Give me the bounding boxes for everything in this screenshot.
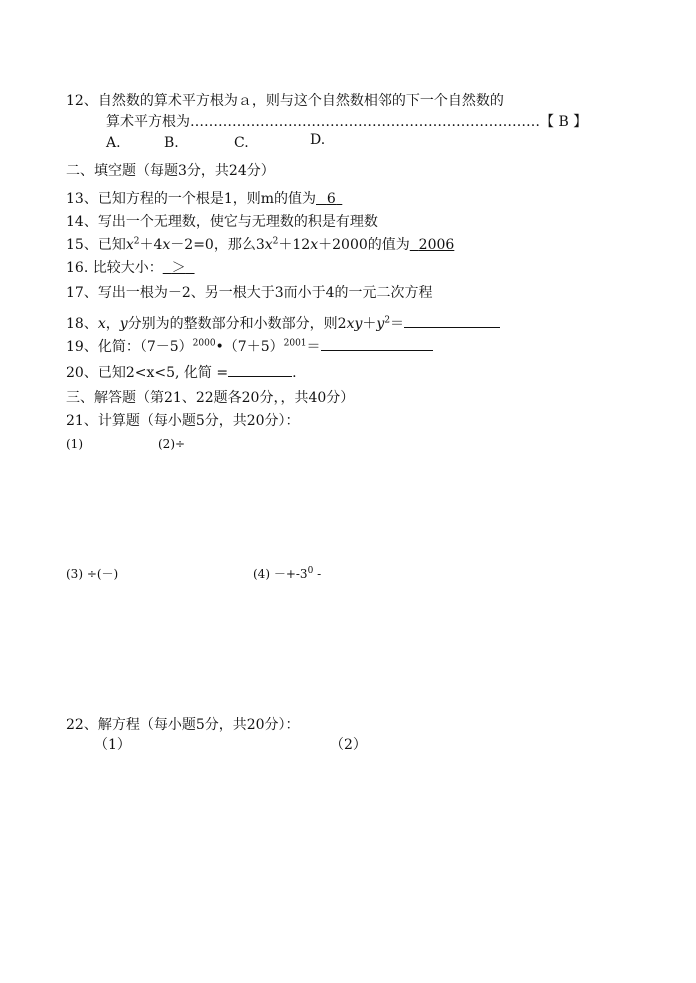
- q14-text: 14、写出一个无理数，使它与无理数的积是有理数: [66, 214, 378, 230]
- q18-part: ＋: [362, 316, 377, 332]
- q15-exp: 2: [272, 236, 279, 247]
- q20-answer-blank[interactable]: [228, 363, 292, 377]
- q18-part: ＝: [390, 316, 405, 332]
- q12-line1: 12、自然数的算术平方根为ａ，则与这个自然数相邻的下一个自然数的: [66, 93, 504, 109]
- q18-var: xy: [346, 316, 363, 332]
- q22-sub2: （2）: [330, 737, 367, 753]
- q15-var: x: [310, 237, 319, 253]
- q19-part: 19、化简：（7－5）: [66, 339, 193, 355]
- q21-sub4: [253, 565, 321, 583]
- q12-option-d: D.: [310, 132, 326, 148]
- q12-option-a: A.: [106, 135, 121, 151]
- q15-part: ＋12: [278, 237, 311, 253]
- q15-answer: 2006: [418, 237, 455, 253]
- q15-var: x: [125, 237, 134, 253]
- q20-part: .: [292, 365, 297, 381]
- q21-sub3: (3) ÷(－): [66, 567, 119, 581]
- q15: [66, 236, 454, 254]
- q18-part: ，: [105, 316, 120, 332]
- q19-part: •（7＋5）: [215, 339, 284, 355]
- q15-part: 15、已知: [66, 237, 126, 253]
- q22-title: 22、解方程（每小题5分，共20分）：: [66, 717, 300, 733]
- q17-text: 17、写出一根为－2、另一根大于3而小于4的一元二次方程: [66, 285, 433, 301]
- q22-sub1: （1）: [94, 737, 131, 753]
- q18-answer-blank[interactable]: [404, 314, 500, 328]
- q13: [66, 190, 342, 208]
- q21-title: 21、计算题（每小题5分，共20分）：: [66, 413, 300, 429]
- q15-var: x: [162, 237, 171, 253]
- q19-answer-blank[interactable]: [321, 337, 433, 351]
- q18-var: y: [376, 316, 385, 332]
- q21-sub4-exp: 0: [307, 566, 314, 576]
- q19-part: ＝: [306, 339, 321, 355]
- q21-sub4-tail: -: [313, 567, 322, 581]
- q13-answer: 6: [326, 191, 337, 207]
- q21-sub2: (2)÷: [158, 437, 186, 451]
- q15-part: ＋4: [139, 237, 163, 253]
- q12-line2: 算术平方根为…………………………………………………………………【 B 】: [106, 114, 588, 130]
- q12-option-b: B.: [164, 135, 179, 151]
- q19-exp: 2001: [283, 338, 307, 349]
- q21-sub1: (1): [66, 437, 83, 451]
- section-2-title: 二、填空题（每题3分，共24分）: [66, 163, 275, 179]
- q18-exp: 2: [384, 315, 391, 326]
- q15-part: －2=0，那么3: [170, 237, 265, 253]
- q13-text: 13、已知方程的一个根是1，则m的值为: [66, 191, 316, 207]
- q21-sub4-text: (4) －+-3: [253, 567, 308, 581]
- q18-var: y: [119, 316, 128, 332]
- q19: [66, 337, 433, 356]
- q18-part: 18、: [66, 316, 98, 332]
- q16-text: 16. 比较大小：: [66, 260, 163, 276]
- q20: [66, 363, 297, 382]
- section-3-title: 三、解答题（第21、22题各20分，，共40分）: [66, 390, 355, 406]
- q15-part: ＋2000的值为: [318, 237, 410, 253]
- q15-var: x: [264, 237, 273, 253]
- q18-part: 分别为的整数部分和小数部分，则2: [127, 316, 347, 332]
- q16-answer: ＞: [171, 260, 186, 276]
- q20-part: 20、已知2<x<5, 化简 =: [66, 365, 229, 381]
- q12-option-c: C.: [234, 135, 249, 151]
- q18-var: x: [97, 316, 106, 332]
- q15-exp: 2: [133, 236, 140, 247]
- q18: [66, 314, 500, 333]
- q19-exp: 2000: [192, 338, 216, 349]
- q16: [66, 259, 195, 277]
